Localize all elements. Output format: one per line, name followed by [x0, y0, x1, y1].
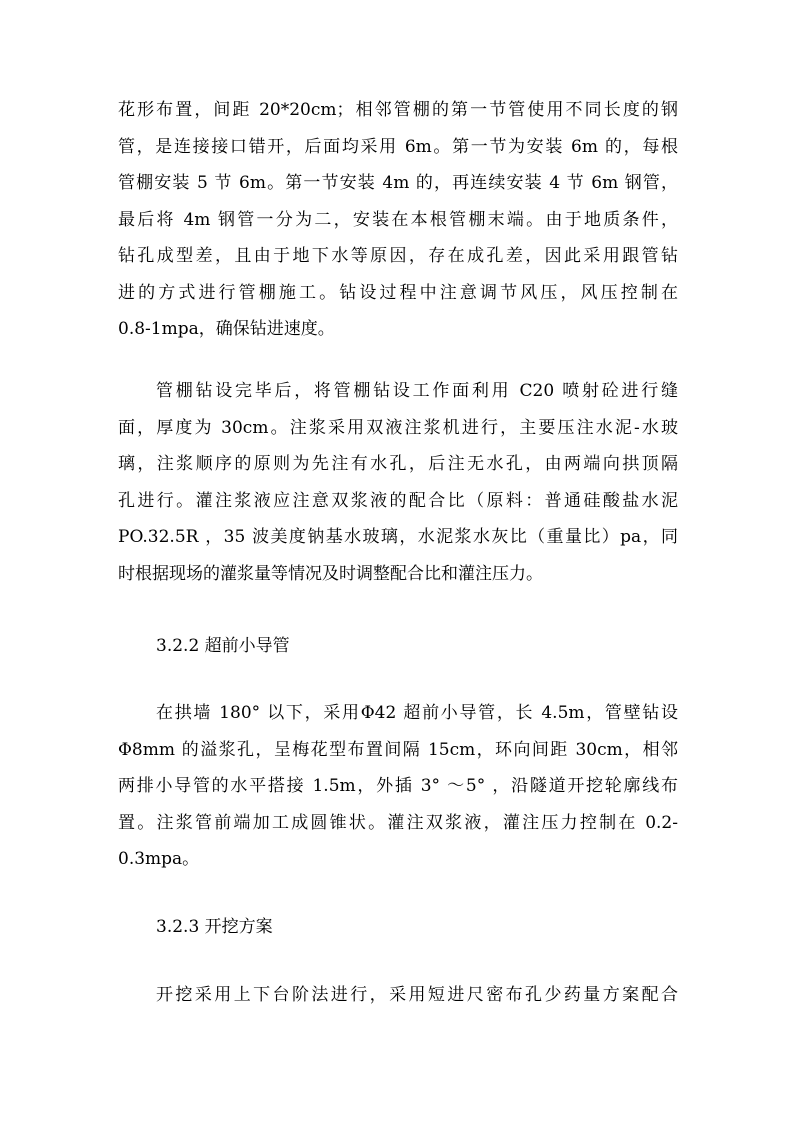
text-line: 面，厚度为 30cm。注浆采用双液注浆机进行，主要压注水泥-水玻: [118, 417, 678, 438]
section-heading-advance-small-pipe: 3.2.2 超前小导管: [156, 636, 290, 656]
text-line: Φ8mm 的溢浆孔，呈梅花型布置间隔 15cm，环向间距 30cm，相邻: [118, 739, 678, 760]
text-line: 开挖采用上下台阶法进行，采用短进尺密布孔少药量方案配合: [156, 985, 678, 1005]
text-line: 管棚安装 5 节 6m。第一节安装 4m 的，再连续安装 4 节 6m 钢管，: [118, 173, 678, 193]
text-line: 璃，注浆顺序的原则为先注有水孔，后注无水孔，由两端向拱顶隔: [118, 454, 678, 474]
text-line: 最后将 4m 钢管一分为二，安装在本根管棚末端。由于地质条件，: [118, 209, 678, 230]
section-heading-excavation-plan: 3.2.3 开挖方案: [156, 917, 273, 937]
paragraph-grouting: [118, 373, 678, 592]
text-line: 时根据现场的灌浆量等情况及时调整配合比和灌注压力。: [118, 563, 543, 584]
text-line: 花形布置，间距 20*20cm；相邻管棚的第一节管使用不同长度的钢: [118, 100, 678, 120]
text-line: 两排小导管的水平搭接 1.5m，外插 3° ～5° ，沿隧道开挖轮廓线布: [118, 776, 678, 796]
text-line: 置。注浆管前端加工成圆锥状。灌注双浆液，灌注压力控制在 0.2-: [118, 812, 678, 833]
text-line: PO.32.5R ，35 波美度钠基水玻璃，水泥浆水灰比（重量比）pa，同: [118, 527, 678, 547]
paragraph-excavation: [118, 977, 678, 1014]
text-line: 在拱墙 180° 以下，采用Φ42 超前小导管，长 4.5m，管壁钻设: [156, 703, 678, 723]
text-line: 孔进行。灌注浆液应注意双浆液的配合比（原料：普通硅酸盐水泥: [118, 490, 678, 511]
text-line: 钻孔成型差，且由于地下水等原因，存在成孔差，因此采用跟管钻: [118, 246, 678, 266]
text-line: 管棚钻设完毕后，将管棚钻设工作面利用 C20 喷射砼进行缝: [156, 381, 678, 401]
text-line: 0.8-1mpa，确保钻进速度。: [118, 319, 335, 339]
paragraph-pipe-shed-installation: [118, 92, 678, 348]
paragraph-small-pipe: [118, 695, 678, 878]
text-line: 管，是连接接口错开，后面均采用 6m。第一节为安装 6m 的，每根: [118, 136, 678, 157]
text-line: 0.3mpa。: [118, 849, 200, 869]
text-line: 进的方式进行管棚施工。钻设过程中注意调节风压，风压控制在: [118, 282, 678, 303]
